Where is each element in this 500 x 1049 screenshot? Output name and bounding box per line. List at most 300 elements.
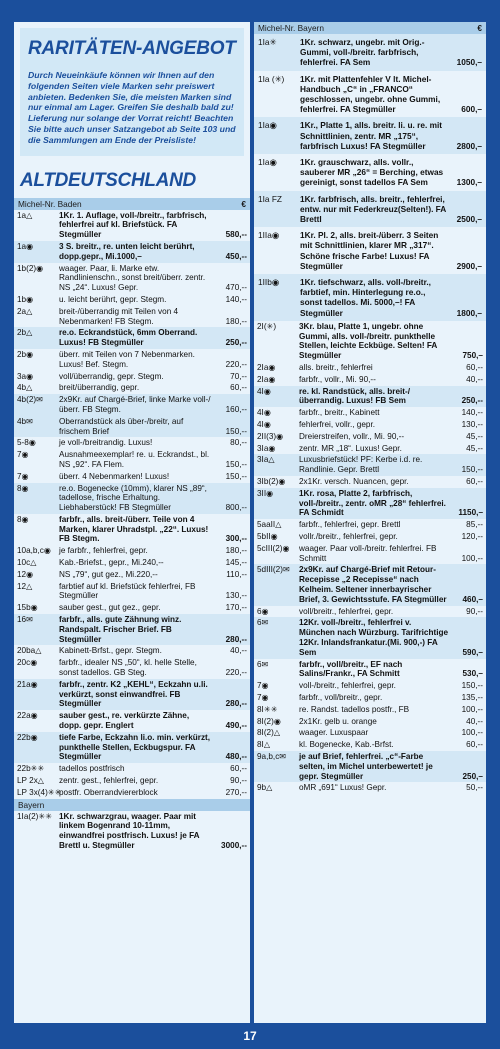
michel-number: 3II◉ xyxy=(257,488,274,498)
item-description xyxy=(299,565,483,604)
list-item xyxy=(254,419,486,431)
item-text: Kabinett-Brfst., gepr. Stegm. xyxy=(59,646,162,656)
item-text: 2x1Kr. versch. Nuancen, gepr. xyxy=(299,477,409,487)
item-text: farbfr., voll/breitr., EF nach Salins/Frankr., FA Schmitt xyxy=(299,659,403,679)
michel-number: 22b✳✳ xyxy=(17,764,45,774)
michel-number: 8◉ xyxy=(17,483,29,493)
michel-number: 7◉ xyxy=(257,681,269,691)
item-text: farbfr., alls. breit-/überr. Teile von 4 Marken, klarer Uhradstpl. „22“. Luxus! FB Stegm. xyxy=(59,514,209,544)
baden-header-label: Michel-Nr. Baden xyxy=(18,198,82,209)
item-price: 45,-- xyxy=(466,443,483,453)
bayern-left-list xyxy=(14,811,250,852)
michel-number: 20c◉ xyxy=(17,658,38,668)
item-description xyxy=(59,646,247,656)
list-item xyxy=(254,117,486,154)
list-item xyxy=(14,437,250,449)
item-text: vollr./breitr., fehlerfrei, gepr. xyxy=(299,532,398,542)
page-number: 17 xyxy=(243,1029,257,1043)
list-item xyxy=(254,716,486,728)
item-text: farbfr., voll/breitr., gepr. xyxy=(299,692,383,702)
item-price: 480,-- xyxy=(225,752,247,762)
item-text: waager. Paar voll-/breitr. fehlerfrei. FB Schmitt xyxy=(299,543,437,563)
item-description xyxy=(299,387,483,407)
michel-number: 9b△ xyxy=(257,783,273,793)
item-text: zentr. MR „18“. Luxus! Gepr. xyxy=(299,443,402,453)
michel-number: 12△ xyxy=(17,581,33,591)
list-item xyxy=(14,371,250,383)
list-item xyxy=(14,449,250,471)
section-title: ALTDEUTSCHLAND xyxy=(20,169,196,191)
item-price: 45,-- xyxy=(466,431,483,441)
list-item xyxy=(254,680,486,692)
michel-number: 8I△ xyxy=(257,740,271,750)
list-item xyxy=(254,488,486,519)
list-item xyxy=(14,645,250,657)
michel-number: 12◉ xyxy=(17,569,34,579)
item-text: 1Kr. mit Plattenfehler V lt. Michel-Handbuch „C“ in „FRANCO“ geschlossen, ungebr. ohne Gummi, fehlerfrei. FA Stegmüller xyxy=(300,73,441,115)
item-price: 750,– xyxy=(462,351,483,361)
item-description xyxy=(299,432,483,442)
list-item xyxy=(14,327,250,349)
item-text: breit/überrandig, gepr. xyxy=(59,383,140,393)
item-text: je farbfr., fehlerfrei, gepr. xyxy=(59,546,148,556)
michel-number: 2a△ xyxy=(17,306,33,316)
michel-number: 4I◉ xyxy=(257,420,271,430)
bayern-right-currency: € xyxy=(477,23,482,33)
item-price: 140,-- xyxy=(461,408,483,418)
item-description xyxy=(59,383,247,393)
item-text: Kab.-Briefst., gepr., Mi.240,-- xyxy=(59,558,164,568)
item-price: 150,-- xyxy=(461,465,483,475)
list-item xyxy=(254,431,486,443)
michel-number: 1Ia (✳) xyxy=(258,73,285,84)
list-item xyxy=(14,710,250,732)
list-item xyxy=(14,763,250,775)
item-text: 1Kr. schwarzgrau, waager. Paar mit linkem Bogenrand 10-11mm, einwandfrei postfrisch. Luxus! je FA Brettl u. Stegmüller xyxy=(59,811,200,850)
item-description xyxy=(59,558,247,568)
item-price: 1300,– xyxy=(456,177,482,188)
michel-number: 6✉ xyxy=(257,618,269,628)
item-description xyxy=(299,752,483,781)
item-price: 60,-- xyxy=(466,477,483,487)
list-item xyxy=(14,294,250,306)
item-price: 40,-- xyxy=(466,716,483,726)
item-text: Dreierstreifen, vollr., Mi. 90,-- xyxy=(299,431,405,441)
item-text: NS „79“, gut gez., Mi.220,-- xyxy=(59,569,158,579)
list-item xyxy=(254,443,486,455)
michel-number: 2I(✳) xyxy=(257,321,277,331)
item-description xyxy=(59,372,247,382)
item-description xyxy=(59,350,247,370)
item-price: 250,– xyxy=(462,771,483,781)
michel-number: 7◉ xyxy=(17,450,29,460)
item-price: 1050,– xyxy=(456,57,482,68)
item-text: zentr. gest., fehlerfrei, gepr. xyxy=(59,776,159,786)
item-text: 2x1Kr. gelb u. orange xyxy=(299,716,377,726)
item-price: 600,– xyxy=(461,104,482,115)
item-price: 460,– xyxy=(462,594,483,604)
list-item xyxy=(254,34,486,71)
michel-number: 8I(2)△ xyxy=(257,728,281,738)
michel-number: 2II(3)◉ xyxy=(257,431,284,441)
item-text: farbtief auf kl. Briefstück fehlerfrei, FB Stegmüller xyxy=(59,581,196,601)
item-description xyxy=(299,693,483,703)
list-item xyxy=(254,782,486,794)
list-item xyxy=(14,569,250,581)
item-description xyxy=(59,328,247,348)
michel-number: 2b◉ xyxy=(17,349,34,359)
list-item xyxy=(254,727,486,739)
item-price: 140,-- xyxy=(225,294,247,304)
item-text: voll/überrandig, gepr. Stegm. xyxy=(59,371,164,381)
item-description xyxy=(299,660,483,680)
item-text: alls. breitr., fehlerfrei xyxy=(299,363,373,373)
michel-number: 9a,b,c✉ xyxy=(257,751,287,761)
item-price: 150,-- xyxy=(225,471,247,481)
item-price: 300,-- xyxy=(225,534,247,544)
item-price: 90,-- xyxy=(230,776,247,786)
item-price: 1150,– xyxy=(458,508,483,518)
list-item xyxy=(14,602,250,614)
michel-number: 8I(2)◉ xyxy=(257,716,281,726)
item-description xyxy=(300,230,482,271)
item-description xyxy=(59,242,247,262)
michel-number: 5dIII(2)✉ xyxy=(257,565,290,575)
michel-number: 1IIa◉ xyxy=(258,230,280,241)
list-item xyxy=(14,557,250,569)
list-item xyxy=(14,394,250,416)
item-description xyxy=(300,74,482,115)
list-item xyxy=(14,657,250,679)
bayern-left-header-label: Bayern xyxy=(18,799,45,810)
baden-list xyxy=(14,210,250,799)
bayern-right-header-label: Michel-Nr. Bayern xyxy=(258,23,324,33)
item-price: 2800,– xyxy=(456,140,482,151)
list-item xyxy=(254,407,486,419)
item-text: sauber gest., re. verkürzte Zähne, dopp. gepr. Englert xyxy=(59,711,190,731)
list-item xyxy=(14,581,250,603)
list-item xyxy=(254,386,486,408)
item-price: 450,-- xyxy=(225,251,247,261)
item-description xyxy=(59,570,247,580)
item-price: 470,-- xyxy=(225,283,247,293)
promo-title: RARITÄTEN-ANGEBOT xyxy=(28,38,236,59)
item-text: Ausnahmeexemplar! re. u. Eckrandst., bl. NS „92“. FA Flem. xyxy=(59,450,210,469)
item-text: fehlerfrei, vollr., gepr. xyxy=(299,420,375,430)
michel-number: 4b(2)✉ xyxy=(17,395,43,405)
item-description xyxy=(59,295,247,305)
item-description xyxy=(59,680,247,709)
item-price: 130,-- xyxy=(225,591,247,601)
item-text: farbfr., alls. gute Zähnung winz. Randspalt. Frischer Brief. FB Stegmüller xyxy=(59,615,182,644)
list-item xyxy=(14,483,250,514)
michel-number: 3a◉ xyxy=(17,371,34,381)
item-text: farbfr., zentr. K2 „KEHL“, Eckzahn u.li. verkürzt, sonst einwandfrei. FB Stegmüller xyxy=(59,679,208,709)
michel-number: 4I◉ xyxy=(257,386,271,396)
michel-number: 4b✉ xyxy=(17,416,33,426)
michel-number: 6✉ xyxy=(257,659,269,669)
list-item xyxy=(14,679,250,710)
item-price: 145,-- xyxy=(225,558,247,568)
list-item xyxy=(254,543,486,565)
item-description xyxy=(300,157,482,188)
item-text: waager. Paar, li. Marke etw. Randlinienschn., sonst breit/überr. zentr. NS „24“. Luxus! Gepr. xyxy=(59,263,206,293)
list-item xyxy=(14,349,250,371)
item-price: 530,– xyxy=(462,669,483,679)
list-item xyxy=(14,775,250,787)
michel-number: 10a,b,c◉ xyxy=(17,546,52,556)
michel-number: 21a◉ xyxy=(17,679,38,689)
item-description xyxy=(59,417,247,437)
michel-number: LP 3x(4)✳✳ xyxy=(17,787,62,797)
michel-number: 5cIII(2)◉ xyxy=(257,543,290,553)
item-description xyxy=(59,764,247,774)
item-price: 490,-- xyxy=(225,721,247,731)
list-item xyxy=(254,531,486,543)
item-text: 2x9Kr. auf Chargé-Brief, linke Marke voll-/überr. FB Stegm. xyxy=(59,395,211,414)
michel-number: 16✉ xyxy=(17,615,33,625)
michel-number: LP 2x△ xyxy=(17,776,45,786)
item-description xyxy=(299,444,483,454)
item-text: überr. mit Teilen von 7 Nebenmarken. Luxus! Bef. Stegm. xyxy=(59,349,195,369)
list-item xyxy=(254,191,486,228)
item-text: oMR „691“ Luxus! Gepr. xyxy=(299,783,387,793)
list-item xyxy=(14,545,250,557)
michel-number: 5bII◉ xyxy=(257,532,278,542)
list-item xyxy=(14,811,250,852)
item-price: 2900,– xyxy=(456,260,482,271)
list-item xyxy=(254,454,486,476)
item-price: 90,-- xyxy=(466,606,483,616)
item-description xyxy=(300,194,482,225)
item-text: überr. 4 Nebenmarken! Luxus! xyxy=(59,471,170,481)
michel-number: 1Ia◉ xyxy=(258,120,277,131)
item-price: 150,-- xyxy=(225,426,247,436)
left-column xyxy=(14,22,250,1023)
item-description xyxy=(59,264,247,293)
item-text: re. Randst. tadellos postfr., FB xyxy=(299,704,410,714)
item-text: je voll-/breitrandig. Luxus! xyxy=(59,438,153,448)
item-description xyxy=(299,618,483,657)
item-text: u. leicht berührt, gepr. Stegm. xyxy=(59,294,167,304)
item-description xyxy=(299,544,483,564)
list-item xyxy=(254,476,486,488)
item-price: 590,– xyxy=(462,647,483,657)
list-item xyxy=(14,210,250,241)
list-item xyxy=(254,692,486,704)
item-text: re.o. Bogenecke (10mm), klarer NS „89“, tadellose, frische Erhaltung. Liebhaberstück! FB Stegmüller xyxy=(59,483,207,513)
item-text: 1Kr. Pl. 2, alls. breit-/überr. 3 Seiten mit Schnittlinien, klarer MR „317“. Schöne frische Farbe! Luxus! FA Stegmüller xyxy=(300,230,439,271)
item-text: 3Kr. blau, Platte 1, ungebr. ohne Gummi, alls. voll-/breitr. punkthelle Stellen, leichte Eckbüge. Selten! FA Stegmüller xyxy=(299,321,438,361)
item-description xyxy=(59,658,247,678)
michel-number: 3Ib(2)◉ xyxy=(257,477,286,487)
item-price: 1800,– xyxy=(456,307,482,318)
item-description xyxy=(59,582,247,602)
item-price: 250,-- xyxy=(225,338,247,348)
michel-number: 7◉ xyxy=(257,692,269,702)
item-text: farbfr., fehlerfrei, gepr. Brettl xyxy=(299,520,401,530)
item-price: 60,-- xyxy=(466,363,483,373)
baden-currency: € xyxy=(241,198,246,209)
item-description xyxy=(299,408,483,418)
right-column xyxy=(254,22,486,1023)
michel-number: 1Ia FZ xyxy=(258,193,282,204)
michel-number: 1b(2)◉ xyxy=(17,263,44,273)
item-text: farbfr., vollr., Mi. 90,-- xyxy=(299,374,376,384)
michel-number: 1Ia◉ xyxy=(258,157,277,168)
bayern-left-header xyxy=(14,799,250,811)
item-text: 1Kr. rosa, Platte 2, farbfrisch, voll-/breitr., zentr. oMR „28“ fehlerfrei. FA Schmidt xyxy=(299,488,446,518)
item-description xyxy=(59,450,247,470)
item-description xyxy=(299,681,483,691)
item-text: 3 S. breitr., re. unten leicht berührt, dopp.gepr., Mi.1000,– xyxy=(59,241,195,261)
item-price: 800,-- xyxy=(225,503,247,513)
item-price: 100,-- xyxy=(461,553,483,563)
item-text: je auf Brief, fehlerfrei. „c“-Farbe selten, im Michel unterbewertet! je gepr. Stegmüller xyxy=(299,751,433,781)
item-description xyxy=(299,520,483,530)
item-description xyxy=(59,307,247,327)
item-text: 1Kr. 1. Auflage, voll-/breitr., farbfrisch, fehlerfrei auf kl. Briefstück. FA Stegmüller xyxy=(59,210,207,240)
item-price: 135,-- xyxy=(461,692,483,702)
item-price: 40,-- xyxy=(230,646,247,656)
item-price: 70,-- xyxy=(230,371,247,381)
item-text: farbfr., idealer NS „50“, kl. helle Stelle, sonst tadellos. GB Steg. xyxy=(59,658,197,678)
item-price: 150,-- xyxy=(225,459,247,469)
item-price: 250,-- xyxy=(461,396,483,406)
michel-number: 2b△ xyxy=(17,328,33,338)
list-item xyxy=(254,606,486,618)
item-price: 180,-- xyxy=(225,546,247,556)
list-item xyxy=(14,382,250,394)
item-description xyxy=(299,455,483,475)
list-item xyxy=(254,704,486,716)
item-description xyxy=(299,375,483,385)
item-description xyxy=(59,395,247,415)
item-price: 220,-- xyxy=(225,359,247,369)
michel-number: 8I✳✳ xyxy=(257,704,278,714)
item-description xyxy=(59,812,247,851)
item-description xyxy=(300,277,482,318)
item-price: 60,-- xyxy=(230,764,247,774)
item-description xyxy=(59,515,247,544)
item-text: farbfr., breitr., Kabinett xyxy=(299,408,380,418)
item-price: 120,-- xyxy=(461,532,483,542)
list-item xyxy=(254,374,486,386)
michel-number: 1a◉ xyxy=(17,241,34,251)
item-text: postfr. Oberrandviererblock xyxy=(59,787,158,797)
item-text: tadellos postfrisch xyxy=(59,764,125,774)
list-item xyxy=(254,274,486,321)
michel-number: 22b◉ xyxy=(17,732,38,742)
item-description xyxy=(299,607,483,617)
list-item xyxy=(254,751,486,782)
item-price: 60,-- xyxy=(230,383,247,393)
item-price: 130,-- xyxy=(461,420,483,430)
item-price: 160,-- xyxy=(225,404,247,414)
item-price: 3000,-- xyxy=(221,841,247,850)
item-price: 80,-- xyxy=(230,438,247,448)
item-description xyxy=(59,438,247,448)
item-description xyxy=(59,484,247,513)
list-item xyxy=(14,514,250,545)
item-price: 100,-- xyxy=(461,728,483,738)
item-text: re.o. Eckrandstück, 6mm Oberrand. Luxus! FB Stegmüller xyxy=(59,328,198,348)
list-item xyxy=(254,519,486,531)
list-item xyxy=(14,241,250,263)
promo-text: Durch Neueinkäufe können wir Ihnen auf den folgenden Seiten viele Marken sehr preiswert anbieten. Bedenken Sie, die meisten Marken sind nur einmal am Lager. Greifen Sie deshalb bald zu! Lieferung nur solange der Vorrat reicht! Beachten Sie bitte auch unser Satzangebot ab Seite 103 und die Sammlungen am Ende der Preisliste! xyxy=(28,70,236,145)
item-description xyxy=(59,776,247,786)
michel-number: 5aaII△ xyxy=(257,520,282,530)
item-description xyxy=(59,711,247,731)
item-description xyxy=(299,728,483,738)
michel-number: 2Ia◉ xyxy=(257,363,276,373)
item-text: 2x9Kr. auf Chargé-Brief mit Retour-Recepisse „2 Recepisse“ nach Kelheim. Seltener innerbayrischer Brief, 3. Gewichtsstufe. FA Stegmüller xyxy=(299,565,447,604)
list-item xyxy=(254,154,486,191)
michel-number: 2Ia◉ xyxy=(257,374,276,384)
item-price: 60,-- xyxy=(466,740,483,750)
list-item xyxy=(254,617,486,658)
item-price: 270,-- xyxy=(225,787,247,797)
item-text: re. kl. Randstück, alls. breit-/überrandig. Luxus! FB Sem xyxy=(299,386,411,406)
michel-number: 7◉ xyxy=(17,471,29,481)
list-item xyxy=(254,564,486,605)
item-description xyxy=(299,420,483,430)
michel-number: 20ba△ xyxy=(17,646,42,656)
item-text: breit-/überrandig mit Teilen von 4 Nebenmarken! FB Stegm. xyxy=(59,306,179,326)
item-price: 170,-- xyxy=(225,603,247,613)
item-text: Luxusbriefstück! PF: Kerbe i.d. re. Randlinie. Gepr. Brettl xyxy=(299,455,423,475)
item-text: 12Kr. voll-/breitr., fehlerfrei v. München nach Würzburg. Tarifrichtige 12Kr. Inlandsfrankatur.(Mi. 900,-) FA Sem xyxy=(299,618,449,657)
item-description xyxy=(59,603,247,613)
item-price: 100,-- xyxy=(461,704,483,714)
list-item xyxy=(14,471,250,483)
item-description xyxy=(299,532,483,542)
michel-number: 6◉ xyxy=(257,606,269,616)
item-description xyxy=(299,705,483,715)
item-price: 2500,– xyxy=(456,214,482,225)
michel-number: 1Ia(2)✳✳ xyxy=(17,811,53,821)
list-item xyxy=(254,71,486,118)
item-description xyxy=(299,322,483,361)
item-text: Oberrandstück als über-/breitr, auf frischem Brief xyxy=(59,416,184,436)
item-text: voll/breitr., fehlerfrei, gepr. xyxy=(299,606,394,616)
list-item xyxy=(14,732,250,763)
item-description xyxy=(59,546,247,556)
list-item xyxy=(254,659,486,681)
item-description xyxy=(59,733,247,762)
item-text: sauber gest., gut gez., gepr. xyxy=(59,603,161,613)
bayern-right-header xyxy=(254,22,486,34)
item-text: 1Kr. grauschwarz, alls. vollr., sauberer MR „26“ = Berching, etwas gereinigt, sonst tadellos FA Sem xyxy=(300,157,444,188)
item-description xyxy=(299,363,483,373)
item-text: tiefe Farbe, Eckzahn li.o. min. verkürzt, punkthelle Stellen, Eckbugspur. FA Stegmüller xyxy=(59,732,211,762)
item-price: 180,-- xyxy=(225,316,247,326)
item-description xyxy=(299,783,483,793)
item-price: 40,-- xyxy=(466,374,483,384)
michel-number: 22a◉ xyxy=(17,711,38,721)
list-item xyxy=(14,787,250,799)
bayern-right-list xyxy=(254,34,486,794)
item-price: 85,-- xyxy=(466,520,483,530)
promo-box xyxy=(20,28,244,156)
item-price: 110,-- xyxy=(226,569,247,579)
michel-number: 1a△ xyxy=(17,210,33,220)
item-description xyxy=(59,472,247,482)
michel-number: 1Ia✳ xyxy=(258,37,277,47)
item-text: voll-/breitr., fehlerfrei, gepr. xyxy=(299,681,396,691)
michel-number: 3Ia△ xyxy=(257,455,275,465)
michel-number: 10c△ xyxy=(17,558,37,568)
